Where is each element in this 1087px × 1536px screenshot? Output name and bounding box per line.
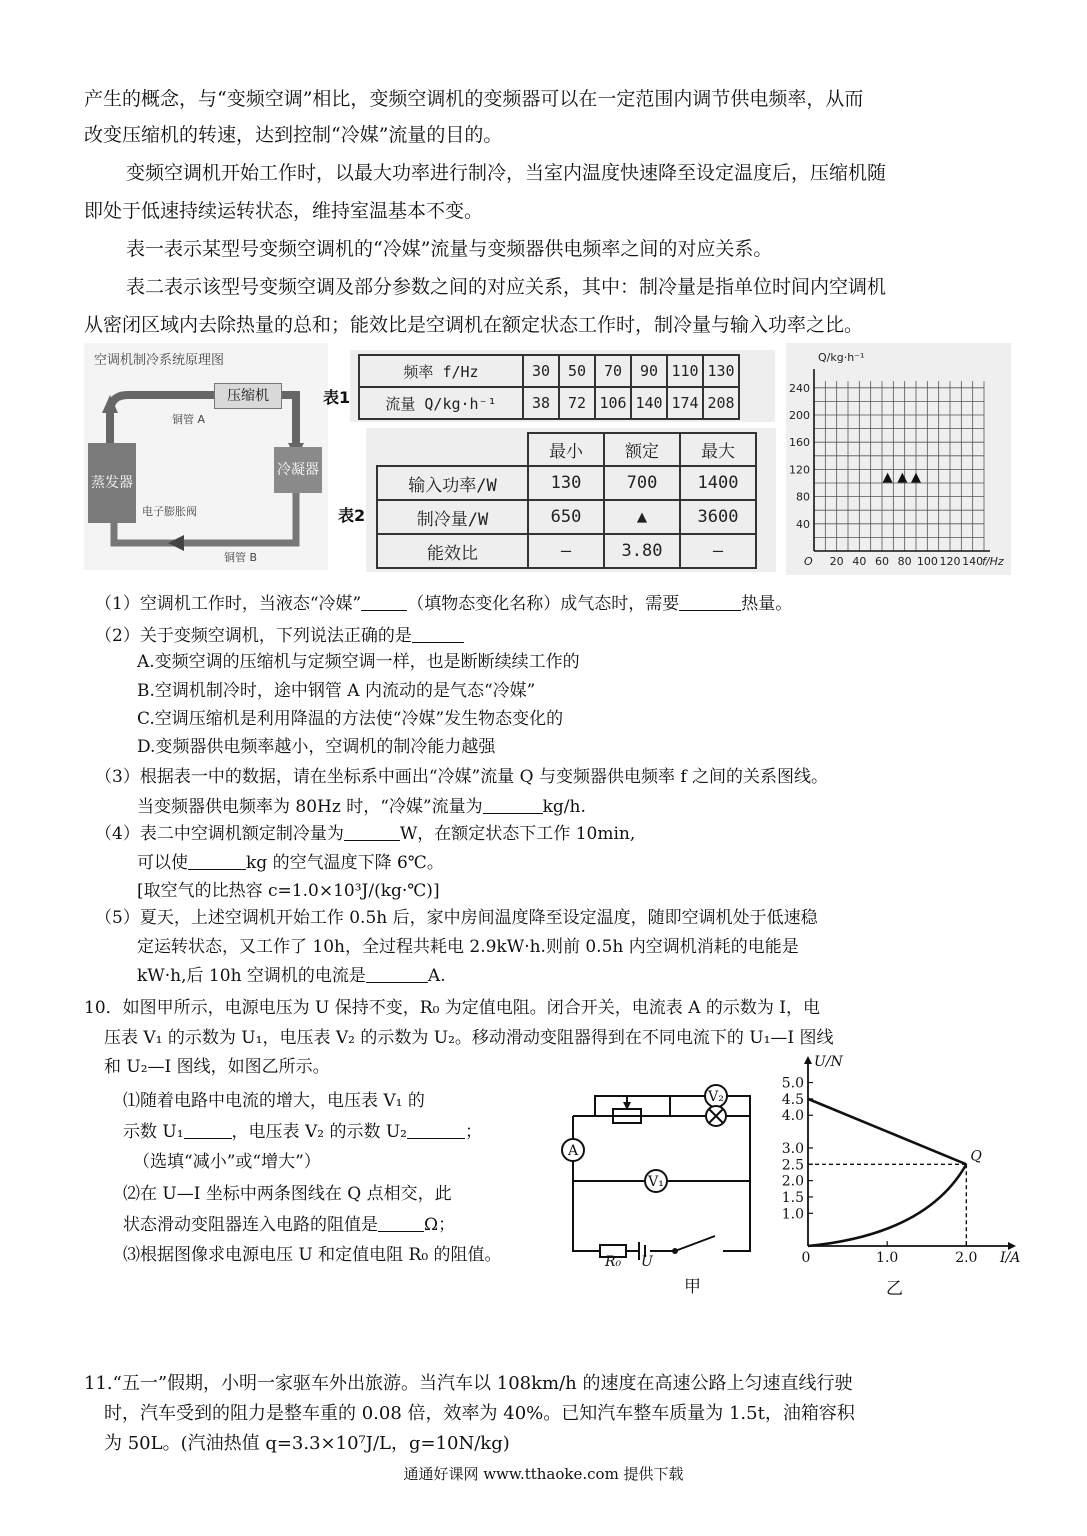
q9-part4-a: （4）表二中空调机额定制冷量为 [95, 824, 344, 844]
q10-sub2-pre: 状态滑动变阻器连入电路的阻值是 [123, 1215, 378, 1235]
x-tick-label: 100 [916, 555, 938, 568]
answer-blank[interactable] [407, 1121, 465, 1139]
answer-blank[interactable] [483, 796, 543, 814]
q9-part5-line1: （5）夏天，上述空调机开始工作 0.5h 后，家中房间温度降至设定温度，随即空调机处于低速稳 [95, 908, 818, 928]
figure-jia-label: 甲 [684, 1277, 701, 1297]
pipe-a-label: 铜管 A [172, 413, 206, 426]
q9-part2 [95, 624, 464, 648]
y-tick-label: 2.5 [781, 1157, 804, 1174]
table1-row-frequency [359, 355, 739, 387]
table1-cell: 174 [667, 387, 703, 419]
q9-part4-b: W，在额定状态下工作 10min, [399, 824, 636, 844]
answer-blank[interactable] [184, 1121, 232, 1139]
q9-part1-b: （填物态变化名称）成气态时，需要 [407, 594, 680, 614]
table2-header-row [377, 433, 756, 466]
intro-line-3: 变频空调机开始工作时，以最大功率进行制冷，当室内温度快速降至设定温度后，压缩机随 [126, 162, 887, 184]
table1-cell: 140 [631, 387, 667, 419]
q10-sub1-line2 [123, 1120, 482, 1144]
q9-part4-line1 [95, 822, 635, 846]
qf-chart [786, 343, 1011, 575]
table1-cell: 106 [595, 387, 631, 419]
q9-part5-line3 [137, 964, 446, 988]
table2 [376, 432, 757, 569]
q9-part4-line3: [取空气的比热容 c=1.0×10³J/(kg·℃)] [137, 881, 440, 901]
table2-row [377, 500, 756, 534]
table2-row [377, 534, 756, 568]
u2-curve [808, 1164, 966, 1246]
table2-header: 最小 [528, 433, 604, 466]
table2-header: 额定 [604, 433, 680, 466]
y-tick-label: 4.5 [781, 1091, 804, 1108]
x-tick-label: 60 [875, 555, 889, 568]
x-tick-label: 120 [939, 555, 961, 568]
table2-cell: 130 [528, 466, 604, 500]
table2-cell: 3600 [680, 500, 756, 534]
q9-option-b: B.空调机制冷时，途中钢管 A 内流动的是气态“冷媒” [137, 681, 536, 701]
diagram-title: 空调机制冷系统原理图 [94, 353, 225, 368]
point-q-label: Q [970, 1148, 982, 1165]
footer: 通通好课网 www.tthaoke.com 提供下载 [403, 1465, 684, 1483]
q10-sub2-end: Ω； [424, 1215, 456, 1235]
evaporator-box: 蒸发器 [88, 443, 136, 523]
y-tick-label: 40 [796, 517, 810, 531]
triangle-marker: ▲ [897, 470, 908, 486]
ammeter-label: A [567, 1143, 579, 1159]
pipe-b-label: 铜管 B [224, 551, 258, 564]
q10-sub2-line1: ⑵在 U—I 坐标中两条图线在 Q 点相交，此 [123, 1184, 452, 1204]
answer-blank[interactable] [366, 965, 428, 983]
q11-line3: 为 50L。(汽油热值 q=3.3×10⁷J/L，g=10N/kg) [104, 1433, 510, 1454]
q10-line3: 和 U₂—I 图线，如图乙所示。 [104, 1057, 330, 1077]
q10-sub1-line3: （选填“减小”或“增大”） [133, 1152, 321, 1172]
y-tick-label: 160 [789, 436, 810, 450]
intro-line-2: 改变压缩机的转速，达到控制“冷媒”流量的目的。 [84, 124, 503, 146]
table2-row-name: 制冷量/W [377, 500, 528, 534]
table1-row2-head: 流量 Q/kg·h⁻¹ [359, 387, 523, 419]
table2-header: 最大 [680, 433, 756, 466]
table1-row1-head: 频率 f/Hz [359, 355, 523, 387]
table1-label: 表1 [323, 388, 351, 407]
x-tick-label: 20 [829, 555, 844, 568]
u1-line [808, 1099, 966, 1164]
q9-part4-c: 可以使 [137, 853, 188, 873]
y-tick-label: 3.0 [781, 1140, 804, 1157]
answer-blank[interactable] [679, 593, 741, 611]
ui-chart [770, 1052, 1025, 1272]
table1-cell: 72 [559, 387, 595, 419]
x-axis-label: I/A [1000, 1250, 1021, 1266]
intro-line-4: 即处于低速持续运转状态，维持室温基本不变。 [84, 200, 484, 222]
answer-blank[interactable] [361, 593, 407, 611]
q9-part3-line1: （3）根据表一中的数据，请在坐标系中画出“冷媒”流量 Q 与变频器供电频率 f 之间的关系图线。 [95, 767, 829, 787]
compressor-box: 压缩机 [214, 383, 282, 409]
x-axis-label: f/Hz [982, 555, 1004, 568]
triangle-marker: ▲ [882, 470, 893, 486]
table1-cell: 50 [559, 355, 595, 387]
table1-cell: 110 [667, 355, 703, 387]
table2-cell: 650 [528, 500, 604, 534]
q9-part1 [95, 592, 792, 616]
voltmeter-v2-label: V₂ [708, 1089, 724, 1105]
q9-part3-line2 [137, 795, 586, 819]
table1-cell: 38 [523, 387, 559, 419]
table2-cell: 3.80 [604, 534, 680, 568]
q9-option-a: A.变频空调的压缩机与定频空调一样，也是断断续续工作的 [137, 652, 580, 672]
table2-label: 表2 [338, 506, 366, 525]
valve-label: 电子膨胀阀 [142, 505, 197, 518]
x-axis-arrow [1008, 1242, 1016, 1250]
origin-label: O [804, 555, 813, 568]
intro-line-5: 表一表示某型号变频空调机的“冷媒”流量与变频器供电频率之间的对应关系。 [126, 238, 773, 260]
q9-part4-line2 [137, 851, 444, 875]
q9-part3-c: kg/h. [542, 797, 586, 817]
refrigeration-diagram [84, 343, 328, 570]
q10-line1: 10．如图甲所示，电源电压为 U 保持不变，R₀ 为定值电阻。闭合开关，电流表 A 的示数为 I，电 [84, 998, 820, 1018]
intro-line-1: 产生的概念，与“变频空调”相比，变频空调机的变频器可以在一定范围内调节供电频率，从而 [84, 88, 864, 110]
q9-part5-c: kW·h,后 10h 空调机的电流是 [137, 966, 366, 986]
q9-part2-text: （2）关于变频空调机，下列说法正确的是 [95, 626, 412, 646]
q11-line2: 时，汽车受到的阻力是整车重的 0.08 倍，效率为 40%。已知汽车整车质量为 1.5t，油箱容积 [104, 1403, 855, 1424]
table2-cell: ▲ [604, 500, 680, 534]
table1-cell: 208 [703, 387, 739, 419]
x-tick-label: 40 [852, 555, 867, 568]
voltmeter-v1-label: V₁ [648, 1174, 664, 1190]
table1-cell: 90 [631, 355, 667, 387]
y-axis-arrow [804, 1056, 812, 1064]
y-tick-label: 2.0 [781, 1173, 804, 1190]
q9-part1-a: （1）空调机工作时，当液态“冷媒” [95, 594, 362, 614]
y-tick-label: 240 [789, 381, 810, 395]
u-label: U [641, 1254, 653, 1266]
table1-cell: 30 [523, 355, 559, 387]
q10-sub1-mid: ，电压表 V₂ 的示数 U₂ [231, 1122, 407, 1142]
x-tick-label: 2.0 [955, 1250, 978, 1266]
origin-label: 0 [801, 1250, 811, 1266]
y-tick-label: 80 [796, 490, 810, 504]
q11-line1: 11.“五一”假期，小明一家驱车外出旅游。当汽车以 108km/h 的速度在高速公路上匀速直线行驶 [84, 1373, 853, 1394]
q9-part4-d: kg 的空气温度下降 6℃。 [246, 853, 444, 873]
y-tick-label: 200 [789, 409, 810, 422]
table1 [358, 354, 740, 420]
circuit-diagram [555, 1066, 765, 1266]
table2-cell: 700 [604, 466, 680, 500]
q9-part5-d: A. [427, 966, 446, 986]
y-tick-label: 5.0 [781, 1075, 804, 1092]
answer-blank[interactable] [412, 625, 464, 643]
y-tick-label: 4.0 [781, 1108, 804, 1125]
intro-line-6: 表二表示该型号变频空调及部分参数之间的对应关系，其中：制冷量是指单位时间内空调机 [126, 276, 887, 298]
q10-line2: 压表 V₁ 的示数为 U₁，电压表 V₂ 的示数为 U₂。移动滑动变阻器得到在不同电流下的 U₁—I 图线 [104, 1028, 834, 1048]
y-axis-label: Q/kg·h⁻¹ [818, 351, 865, 364]
x-tick-label: 1.0 [876, 1250, 899, 1266]
condenser-box: 冷凝器 [274, 447, 322, 493]
answer-blank[interactable] [188, 852, 246, 870]
table2-row-name: 输入功率/W [377, 466, 528, 500]
table1-photo [350, 350, 775, 422]
q10-sub3: ⑶根据图像求电源电压 U 和定值电阻 R₀ 的阻值。 [123, 1245, 502, 1265]
intro-line-7: 从密闭区域内去除热量的总和；能效比是空调机在额定状态工作时，制冷量与输入功率之比。 [84, 314, 864, 336]
table1-cell: 70 [595, 355, 631, 387]
triangle-marker: ▲ [911, 470, 921, 486]
q9-part5-line2: 定运转状态，又工作了 10h，全过程共耗电 2.9kW·h.则前 0.5h 内空调机消耗的电能是 [137, 937, 799, 957]
table1-row-flow [359, 387, 739, 419]
q9-part1-c: 热量。 [741, 594, 793, 614]
q9-part3-b: 当变频器供电频率为 80Hz 时，“冷媒”流量为 [137, 797, 483, 817]
table2-photo [366, 428, 776, 572]
table2-corner [377, 433, 528, 466]
q10-sub1-end: ； [465, 1122, 482, 1142]
y-axis-label: U/N [814, 1054, 843, 1070]
q10-sub1-pre: 示数 U₁ [123, 1122, 184, 1142]
r0-label: R₀ [605, 1254, 622, 1266]
q10-sub2-line2 [123, 1213, 455, 1237]
q10-sub1-line1: ⑴随着电路中电流的增大，电压表 V₁ 的 [123, 1091, 425, 1111]
y-tick-label: 1.5 [781, 1189, 804, 1206]
x-tick-label: 80 [897, 555, 912, 568]
table2-row [377, 466, 756, 500]
answer-blank[interactable] [378, 1214, 424, 1232]
q9-option-d: D.变频器供电频率越小，空调机的制冷能力越强 [137, 737, 496, 757]
table2-cell: 1400 [680, 466, 756, 500]
figure-yi-label: 乙 [886, 1279, 903, 1299]
table1-cell: 130 [703, 355, 739, 387]
y-tick-label: 1.0 [781, 1206, 804, 1223]
y-tick-label: 120 [789, 463, 810, 477]
answer-blank[interactable] [344, 823, 400, 841]
x-tick-label: 140 [962, 555, 984, 568]
qf-chart-photo [786, 343, 1011, 575]
table2-row-name: 能效比 [377, 534, 528, 568]
q9-option-c: C.空调压缩机是利用降温的方法使“冷媒”发生物态变化的 [137, 709, 564, 729]
table2-cell: — [680, 534, 756, 568]
table2-cell: — [528, 534, 604, 568]
